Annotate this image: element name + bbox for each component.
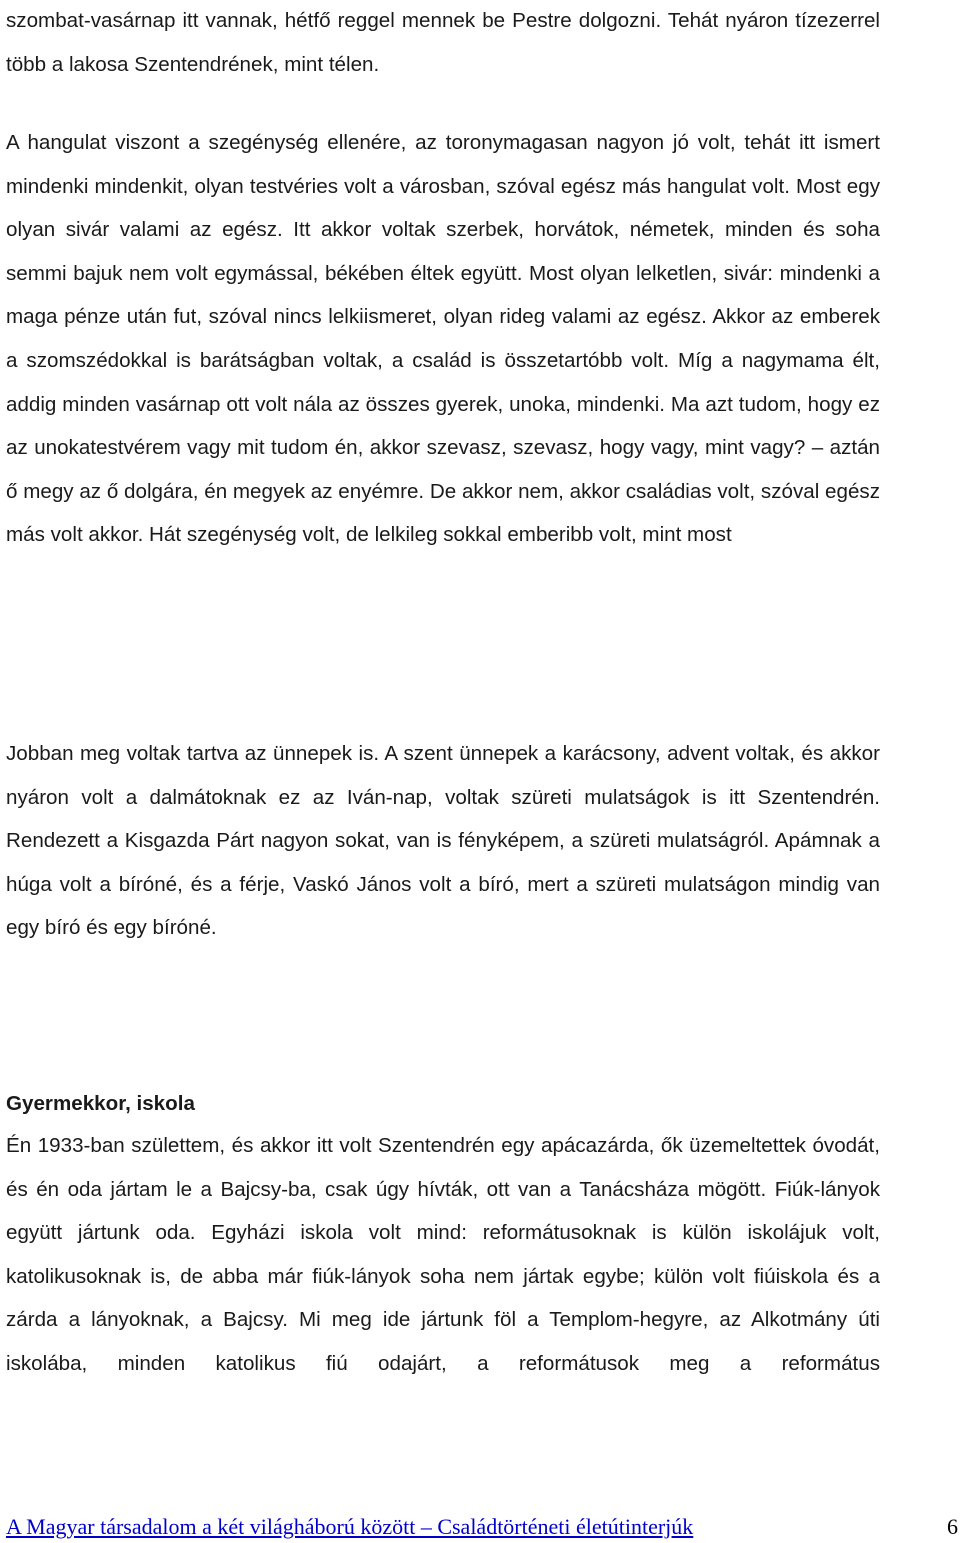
footer-title-link[interactable]: A Magyar társadalom a két világháború között – Családtörténeti életútinterjúk bbox=[6, 1514, 694, 1539]
body-paragraph: Jobban meg voltak tartva az ünnepek is. A szent ünnepek a karácsony, advent voltak, és akkor nyáron volt a dalmátoknak ez az Iván-nap, voltak szüreti mulatságok is itt Szentendrén. Rendezett a Kisgazda Párt nagyon sokat, van is fényképem, a szüreti mulatságról. Apámnak a húga volt a bíróné, és a férje, Vaskó János volt a bíró, mert a szüreti mulatságon mindig van egy bíró és egy bíróné. bbox=[6, 742, 880, 940]
body-paragraph: Én 1933-ban születtem, és akkor itt volt Szentendrén egy apácazárda, ők üzemeltettek óvodát, és én oda jártam le a Bajcsy-ba, csak úgy hívták, ott van a Tanácsháza mögött. Fiúk-lányok együtt jártunk oda. Egyházi iskola volt mind: reformátusoknak is külön iskolájuk volt, katolikusoknak is, de abba már fiúk-lányok soha nem jártak egybe; külön volt fiúiskola és a zárda a lányoknak, a Bajcsy. Mi meg ide jártunk föl a Templom-hegyre, az Alkotmány úti iskolába, minden katolikus fiú odajárt, a reformátusok meg a református bbox=[6, 1134, 880, 1375]
page-number: 6 bbox=[947, 1514, 958, 1539]
body-paragraph: szombat-vasárnap itt vannak, hétfő reggel mennek be Pestre dolgozni. Tehát nyáron tízezerrel több a lakosa Szentendrének, mint télen. bbox=[6, 9, 880, 76]
section-heading: Gyermekkor, iskola bbox=[6, 1092, 195, 1115]
page-footer bbox=[6, 1513, 960, 1543]
body-paragraph: A hangulat viszont a szegénység ellenére, az toronymagasan nagyon jó volt, tehát itt ismert mindenki mindenkit, olyan testvéries volt a városban, szóval egész más hangulat volt. Most egy olyan sivár valami az egész. Itt akkor voltak szerbek, horvátok, németek, minden és soha semmi bajuk nem volt egymással, békében éltek együtt. Most olyan lelketlen, sivár: mindenki a maga pénze után fut, szóval nincs lelkiismeret, olyan rideg valami az egész. Akkor az emberek a szomszédokkal is barátságban voltak, a család is összetartóbb volt. Míg a nagymama élt, addig minden vasárnap ott volt nála az összes gyerek, unoka, mindenki. Ma azt tudom, hogy ez az unokatestvérem vagy mit tudom én, akkor szevasz, szevasz, hogy vagy, mint vagy? – aztán ő megy az ő dolgára, én megyek az enyémre. De akkor nem, akkor családias volt, szóval egész más volt akkor. Hát szegénység volt, de lelkileg sokkal emberibb volt, mint most bbox=[6, 131, 880, 547]
